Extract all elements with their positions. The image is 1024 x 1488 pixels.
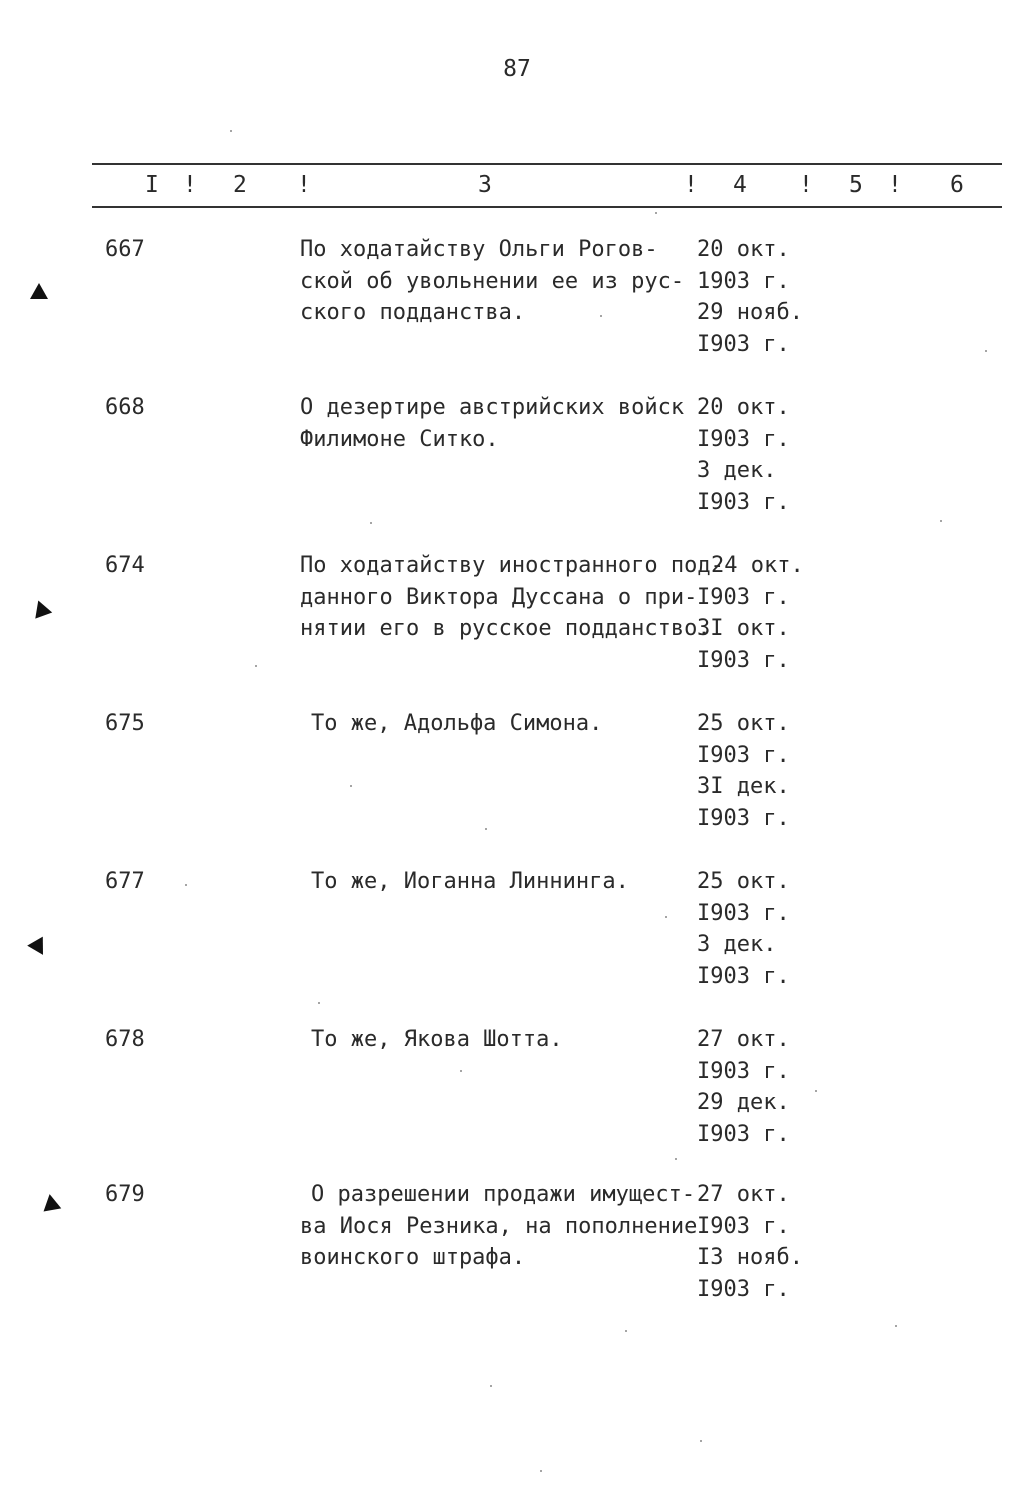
date-line: I903 г. [697, 331, 790, 357]
date-line: 25 окт. [697, 869, 790, 894]
scan-speck [185, 884, 187, 886]
entry-description [300, 1179, 697, 1274]
date-line: I903 г. [697, 584, 790, 610]
date-line: I903 г. [697, 900, 790, 926]
binding-mark-icon [30, 283, 48, 299]
column-header-4: 4 [733, 172, 747, 198]
column-header-2: 2 [233, 172, 247, 198]
scan-speck [940, 520, 942, 522]
entry-number: 678 [105, 1027, 145, 1052]
description-line: данного Виктора Дуссана о при- [300, 584, 698, 610]
date-line: I903 г. [697, 805, 790, 831]
date-line: I903 г. [697, 963, 790, 989]
description-line: То же, Адольфа Симона. [311, 711, 603, 736]
date-line: I903 г. [697, 1058, 790, 1084]
scan-speck [655, 212, 657, 214]
column-header-6: 6 [950, 172, 964, 198]
description-line: ва Иося Резника, на пополнение [300, 1213, 698, 1239]
table-row [0, 866, 1024, 996]
table-row [0, 1179, 1024, 1309]
page-number: 87 [503, 56, 531, 82]
scan-speck [600, 315, 602, 317]
scan-speck [485, 828, 487, 830]
table-top-rule [92, 163, 1002, 165]
table-row [0, 550, 1024, 680]
column-header-5: 5 [849, 172, 863, 198]
scan-speck [895, 1325, 897, 1327]
date-line: 3I окт. [697, 616, 790, 641]
entry-number: 675 [105, 711, 145, 736]
date-line: I903 г. [697, 647, 790, 673]
scan-speck [460, 1070, 462, 1072]
entry-number: 674 [105, 553, 145, 578]
column-separator: ! [684, 172, 698, 198]
entry-dates [697, 550, 804, 676]
scan-speck [675, 1158, 677, 1160]
entry-number: 679 [105, 1182, 145, 1207]
date-line: 20 окт. [697, 237, 790, 262]
table-row [0, 708, 1024, 838]
entry-dates [697, 866, 790, 992]
entry-description [311, 866, 629, 898]
scan-speck [625, 1330, 627, 1332]
table-row [0, 392, 1024, 522]
date-line: 3 дек. [697, 932, 777, 957]
date-line: 25 окт. [697, 711, 790, 736]
entry-dates [697, 392, 790, 518]
column-separator: ! [799, 172, 813, 198]
binding-mark-icon [41, 1193, 62, 1212]
column-separator: ! [297, 172, 311, 198]
entry-description [311, 1024, 563, 1056]
scan-speck [665, 916, 667, 918]
date-line: 29 дек. [697, 1090, 790, 1115]
entry-dates [697, 708, 790, 834]
scan-speck [700, 1440, 702, 1442]
description-line: По ходатайству иностранного под- [300, 553, 724, 578]
description-line: То же, Якова Шотта. [311, 1027, 563, 1052]
scan-speck [490, 1385, 492, 1387]
scan-speck [255, 665, 257, 667]
description-line: Филимоне Ситко. [300, 426, 499, 452]
date-line: I903 г. [697, 742, 790, 768]
entry-description [300, 392, 684, 455]
entry-number: 668 [105, 395, 145, 420]
date-line: I903 г. [697, 1276, 790, 1302]
date-line: I903 г. [697, 1213, 790, 1239]
description-line: ского подданства. [300, 300, 526, 325]
scan-speck [985, 350, 987, 352]
date-line: 29 нояб. [697, 300, 803, 325]
description-line: По ходатайству Ольги Рогов- [300, 237, 658, 262]
entry-dates [697, 1024, 790, 1150]
description-line: О разрешении продажи имущест- [311, 1182, 696, 1207]
column-header-1: I [145, 172, 159, 198]
column-separator: ! [183, 172, 197, 198]
entry-description [300, 550, 724, 645]
date-line: I903 г. [697, 489, 790, 515]
date-line: 27 окт. [697, 1027, 790, 1052]
date-line: 27 окт. [697, 1182, 790, 1207]
description-line: нятии его в русское подданство. [300, 616, 711, 641]
date-line: I903 г. [697, 1121, 790, 1147]
table-row [0, 1024, 1024, 1154]
date-line: 3I дек. [697, 774, 790, 799]
date-line: I3 нояб. [697, 1245, 803, 1270]
scan-speck [370, 522, 372, 524]
date-line: 1903 г. [697, 268, 790, 294]
description-line: О дезертире австрийских войск [300, 395, 685, 420]
entry-dates [697, 234, 803, 360]
table-row [0, 234, 1024, 364]
date-line: 24 окт. [711, 553, 804, 578]
scan-speck [815, 1090, 817, 1092]
entry-description [311, 708, 602, 740]
scan-speck [230, 130, 232, 132]
column-header-3: 3 [478, 172, 492, 198]
date-line: I903 г. [697, 426, 790, 452]
entry-number: 677 [105, 869, 145, 894]
description-line: воинского штрафа. [300, 1245, 526, 1270]
entry-number: 667 [105, 237, 145, 262]
scan-speck [318, 1002, 320, 1004]
date-line: 3 дек. [697, 458, 777, 483]
entry-description [300, 234, 684, 329]
description-line: ской об увольнении ее из рус- [300, 268, 685, 294]
description-line: То же, Иоганна Линнинга. [311, 869, 629, 894]
scan-speck [350, 785, 352, 787]
column-separator: ! [888, 172, 902, 198]
table-header-rule [92, 206, 1002, 208]
date-line: 20 окт. [697, 395, 790, 420]
entry-dates [697, 1179, 803, 1305]
scan-speck [540, 1470, 542, 1472]
